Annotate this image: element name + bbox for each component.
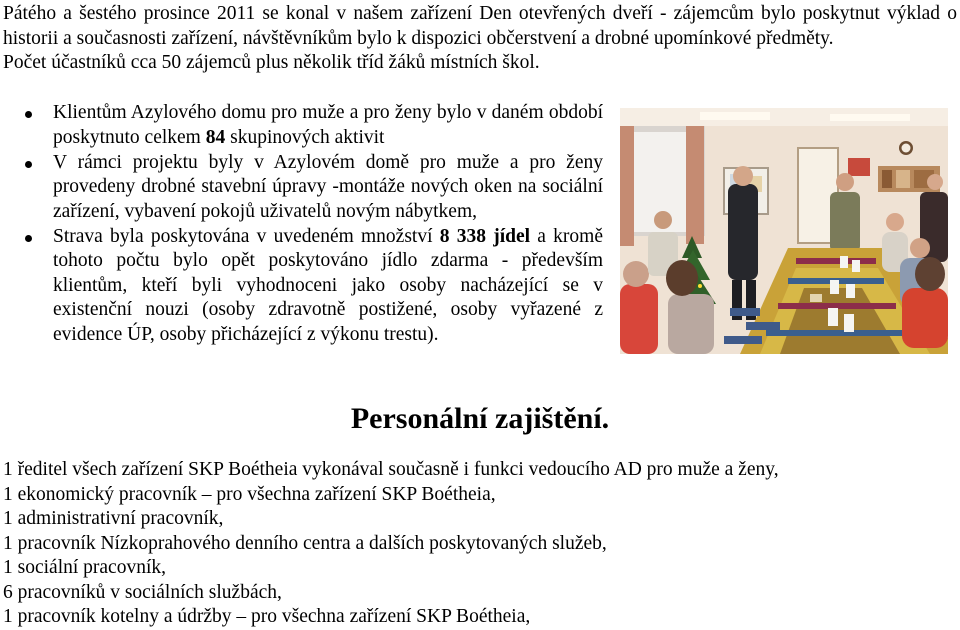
list-item: 1 ekonomický pracovník – pro všechna zařízení SKP Boétheia, bbox=[3, 483, 496, 505]
bullet-icon bbox=[25, 161, 32, 168]
list-item-text: V rámci projektu byly v Azylovém domě pro muže a pro ženy provedeny drobné stavební úpravy -montáže nových oken na sociální zařízení, vybavení pokojů uživatelů novým nábytkem, bbox=[53, 151, 603, 222]
list-item-text-end: a kromě tohoto počtu bylo opět poskytováno jídlo zdarma - především klientům, kteří byli vyhodnoceni jako osoby nacházející se v existenční nouzi (osoby zdravotně postižené, osoby vyřazené z evidence ÚP, osoby přicházející z výkonu trestu). bbox=[53, 225, 603, 345]
list-item: 1 ředitel všech zařízení SKP Boétheia vykonával současně i funkci vedoucího AD pro muže a ženy, bbox=[3, 459, 779, 480]
list-item-text: Klientům Azylového domu pro muže a pro ženy bylo v daném období poskytnuto celkem bbox=[53, 102, 603, 148]
list-item: 6 pracovníků v sociálních službách, bbox=[3, 581, 282, 603]
bullet-icon bbox=[25, 111, 32, 118]
section-title bbox=[0, 401, 960, 437]
list-item bbox=[25, 225, 603, 348]
list-item: 1 pracovník kotelny a údržby – pro všechna zařízení SKP Boétheia, bbox=[3, 606, 531, 627]
bullet-icon bbox=[25, 235, 32, 242]
list-item bbox=[25, 151, 603, 225]
list-item-text-end: skupinových aktivit bbox=[225, 126, 385, 148]
intro-text: Pátého a šestého prosince 2011 se konal v našem zařízení Den otevřených dveří - zájemcům bylo poskytnut výklad o historii a současnosti zařízení, návštěvníkům bylo k dispozici občerstvení a drobné upomínkové předměty. bbox=[3, 3, 957, 49]
intro-paragraph bbox=[3, 2, 957, 76]
list-item: 1 sociální pracovník, bbox=[3, 557, 166, 578]
list-item-bold: 8 338 jídel bbox=[439, 225, 531, 247]
staff-list bbox=[3, 458, 957, 630]
list-item-text: Strava byla poskytována v uvedeném množství bbox=[53, 225, 440, 247]
list-item: 1 administrativní pracovník, bbox=[3, 508, 224, 529]
list-item-bold: 84 bbox=[205, 126, 226, 148]
list-item: 1 pracovník Nízkoprahového denního centra a dalších poskytovaných služeb, bbox=[3, 532, 607, 554]
participants-text: Počet účastníků cca 50 zájemců plus několik tříd žáků místních škol. bbox=[3, 52, 540, 73]
activities-list bbox=[25, 101, 603, 348]
section-title-text: Personální zajištění. bbox=[350, 402, 610, 435]
event-photo bbox=[620, 108, 948, 354]
list-item bbox=[25, 101, 603, 150]
